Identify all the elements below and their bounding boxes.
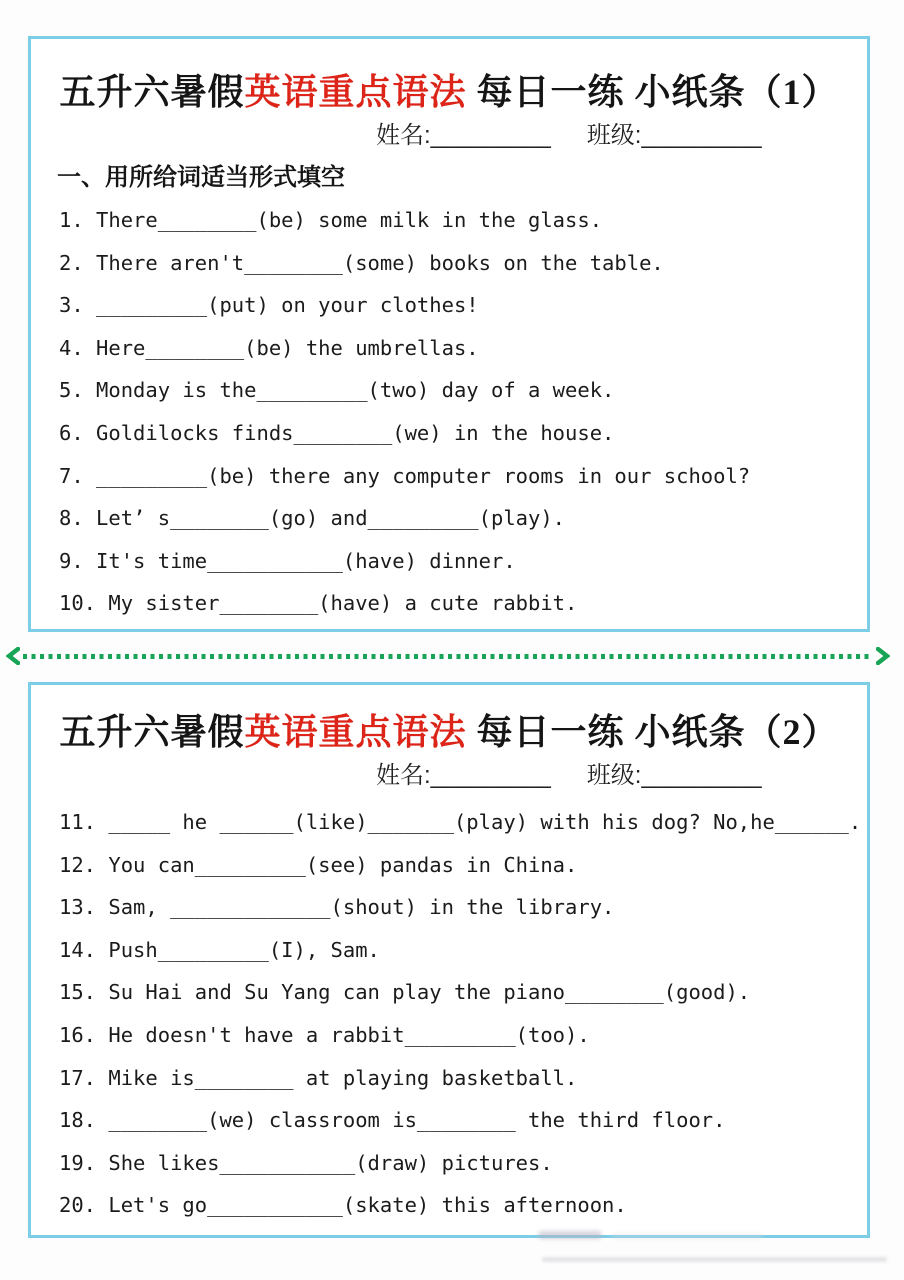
question-line: 17. Mike is________ at playing basketball. (59, 1065, 578, 1090)
question-line: 14. Push_________(I), Sam. (59, 937, 380, 962)
question-line: 10. My sister________(have) a cute rabbit. (59, 591, 578, 616)
question-line: 16. He doesn't have a rabbit_________(too). (59, 1022, 590, 1047)
watermark-smudge (542, 1257, 887, 1262)
question-line: 9. It's time___________(have) dinner. (59, 548, 516, 573)
cut-divider (6, 647, 890, 665)
question-line: 18. ________(we) classroom is________ the third floor. (59, 1108, 726, 1133)
chevron-right-icon (876, 647, 890, 665)
question-line: 3. _________(put) on your clothes! (59, 293, 479, 318)
question-line: 19. She likes___________(draw) pictures. (59, 1150, 553, 1175)
question-line: 2. There aren't________(some) books on the table. (59, 250, 664, 275)
watermark-smudge (612, 1233, 762, 1239)
title-part-red: 英语重点语法 (244, 72, 467, 112)
chevron-left-icon (6, 647, 20, 665)
question-line: 20. Let's go___________(skate) this afternoon. (59, 1193, 627, 1218)
question-line: 5. Monday is the_________(two) day of a week. (59, 378, 615, 403)
title-part-red: 英语重点语法 (244, 712, 467, 752)
question-line: 4. Here________(be) the umbrellas. (59, 335, 479, 360)
title-part-black: 五升六暑假 (59, 72, 245, 112)
worksheet-title-2 (31, 709, 867, 755)
question-line: 1. There________(be) some milk in the glass. (59, 208, 603, 232)
question-line: 8. Let’ s________(go) and_________(play). (59, 506, 566, 531)
question-line: 6. Goldilocks finds________(we) in the house. (59, 420, 615, 445)
title-part-black: 每日一练 小纸条（1） (466, 72, 839, 112)
question-list-1 (59, 199, 843, 625)
name-label: 姓名: (376, 762, 431, 789)
question-line: 12. You can_________(see) pandas in China. (59, 852, 578, 877)
name-class-line (31, 761, 867, 791)
class-label: 班级: (586, 122, 642, 149)
name-class-line (31, 121, 867, 151)
question-list-2 (59, 801, 862, 1227)
watermark-smudge (538, 1231, 602, 1239)
title-part-black: 五升六暑假 (59, 712, 245, 752)
question-line: 11. _____ he ______(like)_______(play) with his dog? No,he______. (59, 810, 862, 834)
class-blank: _________ (641, 762, 762, 789)
worksheet-card-2 (28, 682, 870, 1238)
question-line: 7. _________(be) there any computer rooms in our school? (59, 463, 751, 488)
class-label: 班级: (586, 762, 642, 789)
class-blank: _________ (641, 122, 762, 149)
worksheet-card-1 (28, 36, 870, 632)
divider-dotted-line (23, 654, 873, 659)
worksheet-title-1 (31, 69, 867, 115)
question-line: 13. Sam, _____________(shout) in the library. (59, 895, 615, 920)
name-blank: _________ (430, 762, 551, 789)
title-part-black: 每日一练 小纸条（2） (466, 712, 839, 752)
question-line: 15. Su Hai and Su Yang can play the piano________(good). (59, 980, 751, 1005)
section-heading: 一、用所给词适当形式填空 (57, 164, 345, 191)
name-blank: _________ (430, 122, 551, 149)
name-label: 姓名: (376, 122, 431, 149)
